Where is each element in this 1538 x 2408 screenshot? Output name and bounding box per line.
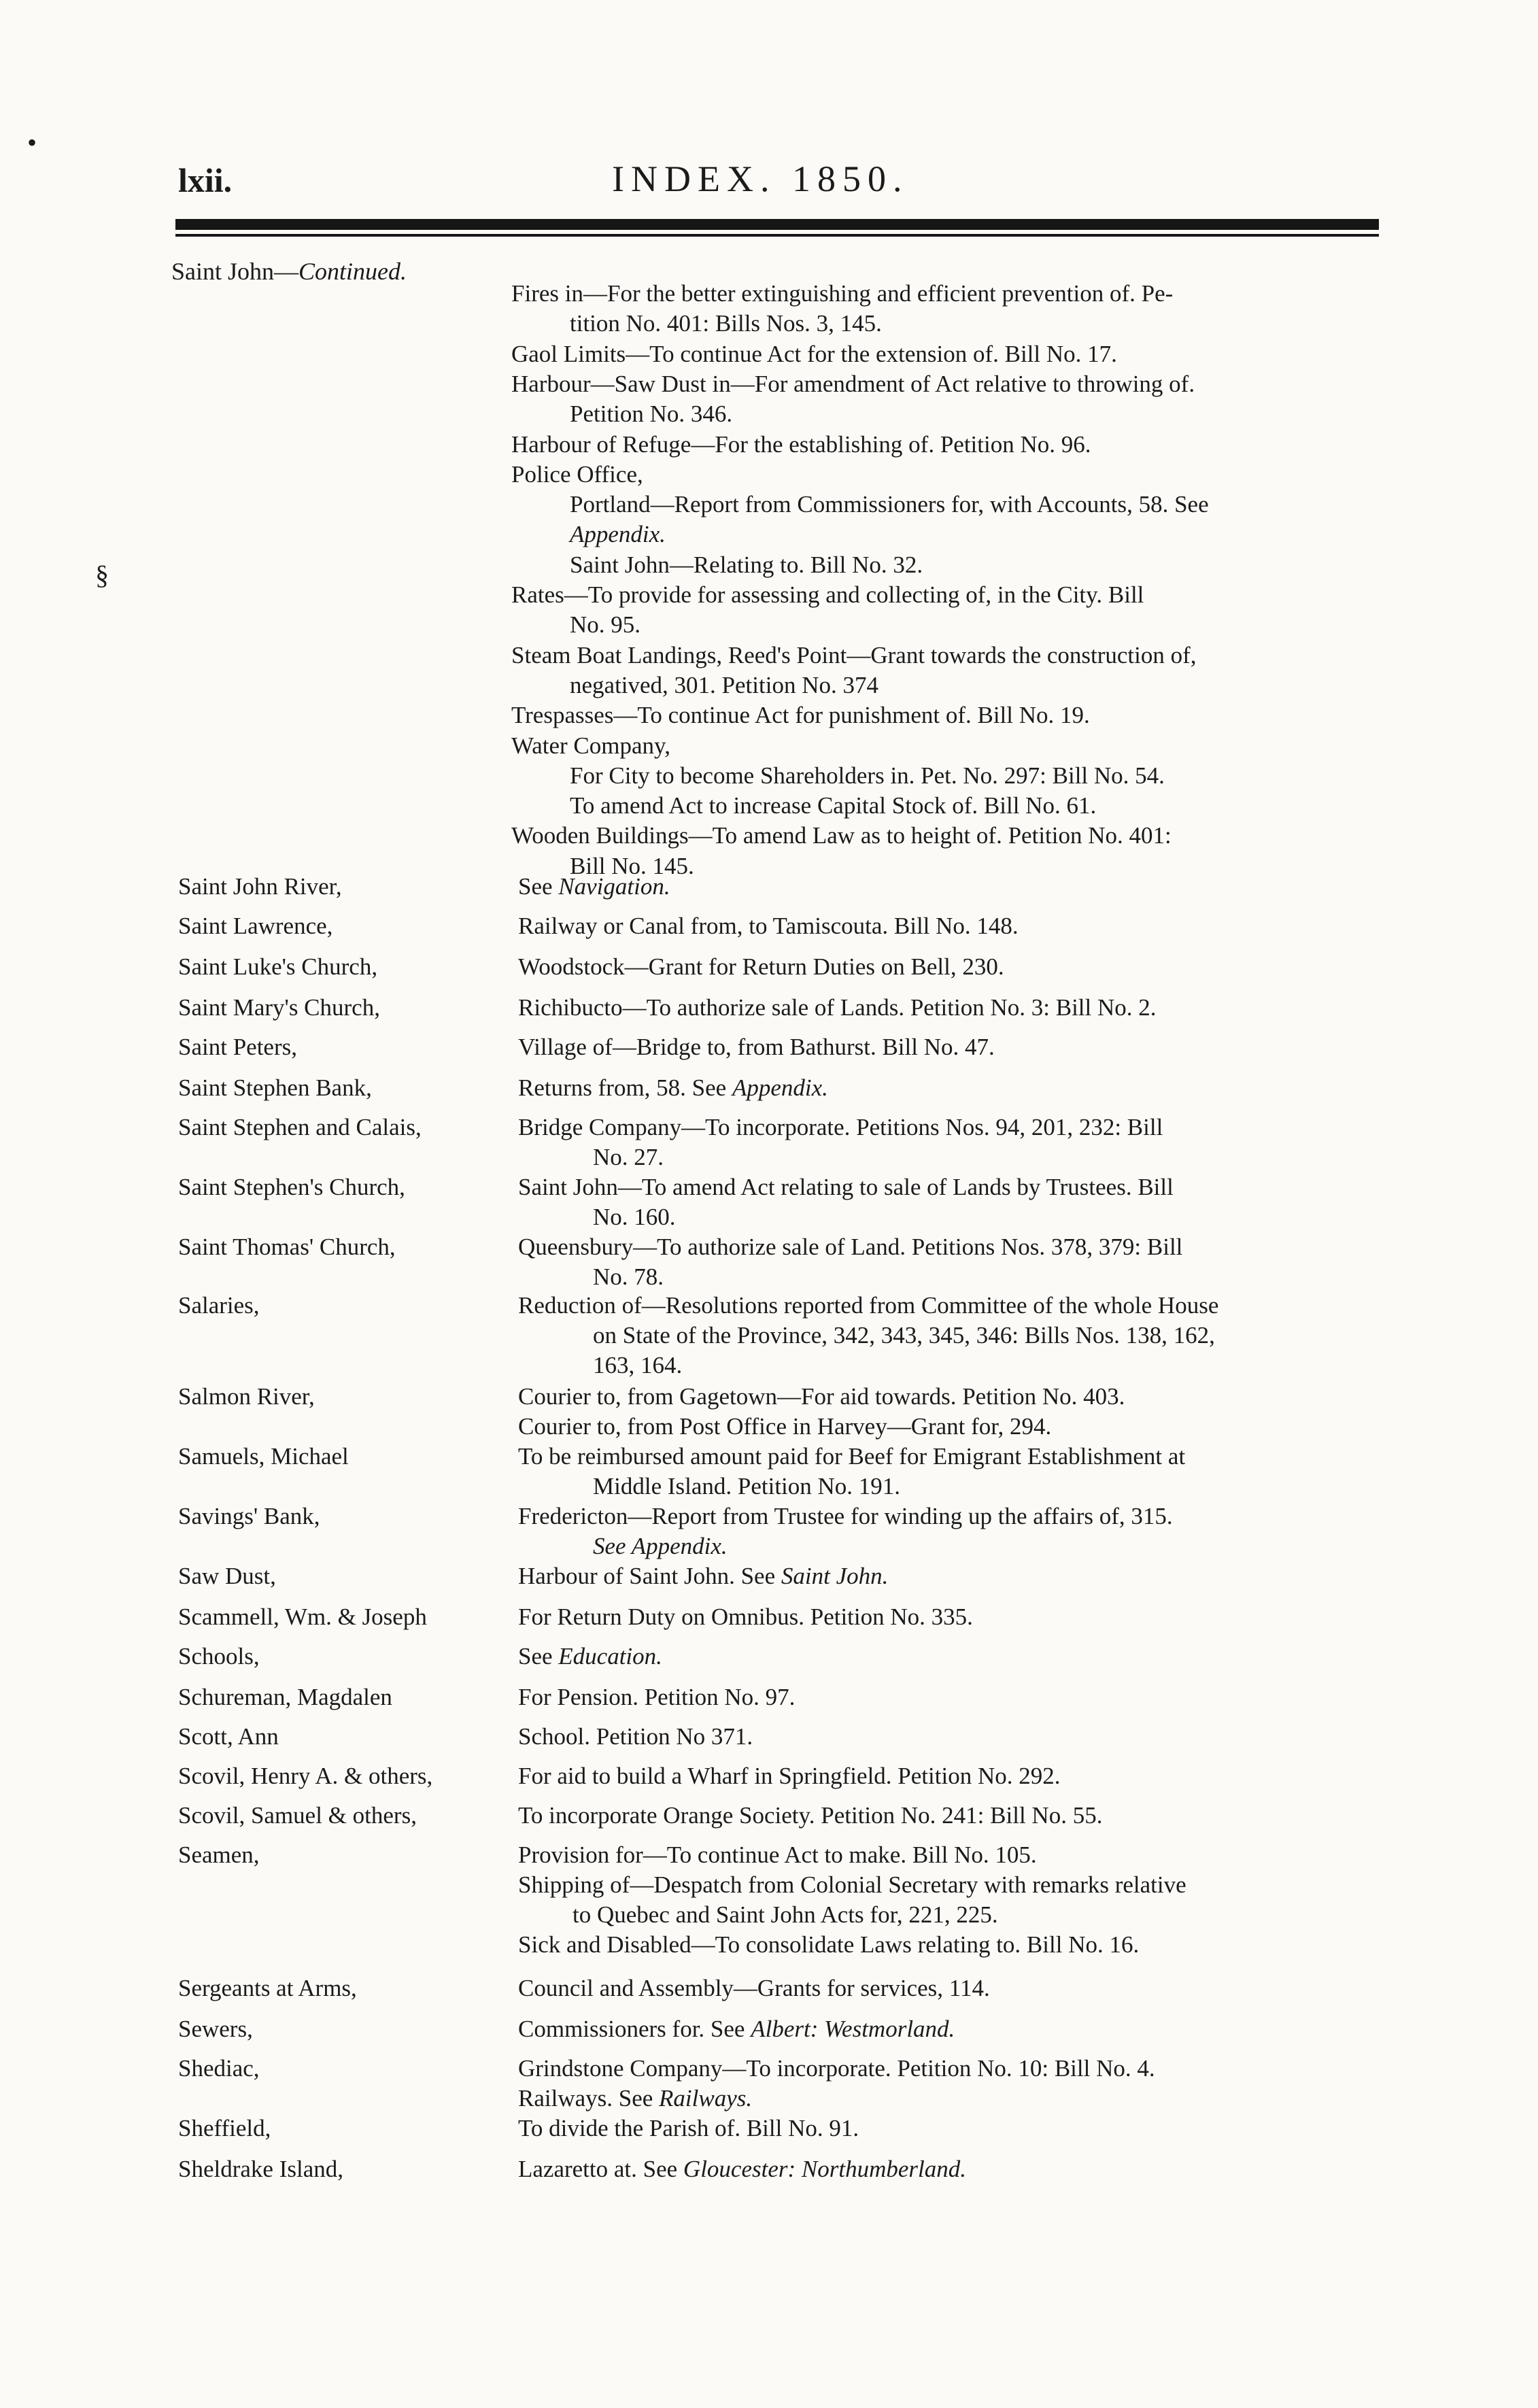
index-entry-line (518, 1682, 1399, 1712)
saint-john-subentry-line: Appendix. (570, 521, 666, 548)
entry-fragment: Railways. See (518, 2085, 660, 2112)
index-entry-key: Saint Stephen Bank, (178, 1074, 372, 1101)
index-entry-text (518, 1973, 1399, 2003)
index-entry-key: Samuels, Michael (178, 1443, 349, 1470)
entry-fragment: To be reimbursed amount paid for Beef for Emigrant Establishment at (518, 1443, 1186, 1470)
entry-fragment: See (518, 873, 559, 900)
entry-fragment: No. 78. (593, 1264, 664, 1290)
index-entry-key: Scammell, Wm. & Joseph (178, 1604, 427, 1630)
saint-john-subentry-line: Police Office, (511, 460, 643, 488)
index-entry-line (518, 2084, 1399, 2114)
entry-fragment: Middle Island. Petition No. 191. (593, 1473, 901, 1499)
saint-john-subentry-line: Fires in—For the better extinguishing and efficient prevention of. Pe- (511, 280, 1174, 307)
margin-mark: § (95, 560, 109, 590)
cross-reference: Education. (558, 1643, 662, 1669)
index-entry-key: Salaries, (178, 1292, 260, 1319)
index-entry-line (518, 911, 1399, 941)
index-entry-line (518, 1382, 1399, 1412)
index-entry-line (518, 1722, 1399, 1752)
saint-john-subentry-line: Trespasses—To continue Act for punishment of. Bill No. 19. (511, 702, 1090, 729)
index-entry-key: Saint Lawrence, (178, 913, 333, 939)
index-entry-line (518, 993, 1399, 1023)
index-entry-key: Sewers, (178, 2016, 253, 2042)
index-entry-key: Saint Stephen and Calais, (178, 1114, 422, 1140)
index-entry-line (518, 1642, 1399, 1672)
index-entry-line (518, 1502, 1399, 1531)
cross-reference: Railways. (659, 2085, 753, 2112)
index-entry-key: Schureman, Magdalen (178, 1684, 392, 1710)
index-entry-text (518, 1032, 1399, 1062)
index-entry-key: Savings' Bank, (178, 1503, 320, 1529)
index-entry-text (518, 1761, 1399, 1791)
entry-fragment: No. 27. (593, 1144, 664, 1170)
index-entry-line (518, 1321, 1399, 1351)
saint-john-subentry-line: Portland—Report from Commissioners for, with Accounts, 58. See (570, 491, 1209, 518)
entry-fragment: Grindstone Company—To incorporate. Petition No. 10: Bill No. 4. (518, 2055, 1155, 2082)
index-entry-text (518, 2114, 1399, 2143)
index-entry-line (518, 2054, 1399, 2084)
cross-reference: See Appendix. (593, 1533, 728, 1559)
index-entry-text (518, 1172, 1399, 1232)
index-entry-line (518, 1032, 1399, 1062)
index-entry-text (518, 952, 1399, 982)
index-entry-key: Saint John River, (178, 873, 342, 900)
index-entry-line (518, 1351, 1399, 1380)
index-entry-key: Schools, (178, 1643, 260, 1669)
entry-fragment: Reduction of—Resolutions reported from Committee of the whole House (518, 1292, 1219, 1319)
entry-fragment: Council and Assembly—Grants for services, 114. (518, 1975, 990, 2001)
entry-fragment: Courier to, from Gagetown—For aid towards. Petition No. 403. (518, 1383, 1125, 1410)
page-number: lxii. (178, 161, 233, 199)
entry-fragment: Commissioners for. See (518, 2016, 751, 2042)
entry-fragment: Village of—Bridge to, from Bathurst. Bill No. 47. (518, 1034, 995, 1060)
index-entry-key: Saw Dust, (178, 1563, 276, 1589)
index-entry-line (518, 2014, 1399, 2044)
index-entry-key: Scovil, Samuel & others, (178, 1802, 417, 1829)
index-entry-line (518, 1761, 1399, 1791)
entry-fragment: To divide the Parish of. Bill No. 91. (518, 2115, 859, 2141)
index-entry-key: Sergeants at Arms, (178, 1975, 357, 2001)
saint-john-subentry-line: For City to become Shareholders in. Pet. No. 297: Bill No. 54. (570, 762, 1165, 789)
cross-reference: Gloucester: Northumberland. (683, 2156, 966, 2182)
index-entry-key: Sheffield, (178, 2115, 271, 2141)
continued-heading-italic: Continued. (298, 258, 407, 285)
saint-john-subentry-line: Harbour—Saw Dust in—For amendment of Act relative to throwing of. (511, 370, 1195, 397)
saint-john-subentry-line: Bill No. 145. (570, 852, 694, 879)
index-entry-line (518, 1870, 1399, 1900)
index-entry-text (518, 1561, 1399, 1591)
header-rule-thin (175, 234, 1379, 237)
index-entry-line (518, 1442, 1399, 1472)
entry-fragment: Woodstock—Grant for Return Duties on Bell, 230. (518, 953, 1004, 980)
saint-john-subentry-line: tition No. 401: Bills Nos. 3, 145. (570, 310, 882, 337)
cross-reference: Appendix. (732, 1074, 828, 1101)
entry-fragment: on State of the Province, 342, 343, 345, 346: Bills Nos. 138, 162, (593, 1322, 1215, 1349)
index-entry-text (518, 2154, 1399, 2184)
index-entry-line (518, 1602, 1399, 1632)
index-entry-line (518, 1840, 1399, 1870)
saint-john-subentry-line: Water Company, (511, 732, 671, 759)
index-entry-line (518, 2114, 1399, 2143)
cross-reference: Navigation. (558, 873, 670, 900)
cross-reference: Albert: Westmorland. (751, 2016, 955, 2042)
entry-fragment: For aid to build a Wharf in Springfield. Petition No. 292. (518, 1763, 1061, 1789)
index-entry-text (518, 2054, 1399, 2114)
index-entry-key: Saint Peters, (178, 1034, 297, 1060)
saint-john-subentry-line: negatived, 301. Petition No. 374 (570, 671, 878, 698)
header-rule-thick (175, 219, 1379, 230)
index-entry-line (518, 1113, 1399, 1142)
entry-fragment: Lazaretto at. See (518, 2156, 683, 2182)
index-entry-line (518, 1291, 1399, 1321)
saint-john-subentry-line: Rates—To provide for assessing and collecting of, in the City. Bill (511, 581, 1144, 608)
index-entry-key: Saint Luke's Church, (178, 953, 378, 980)
index-entry-text (518, 2014, 1399, 2044)
entry-fragment: Queensbury—To authorize sale of Land. Petitions Nos. 378, 379: Bill (518, 1234, 1183, 1260)
index-entry-line (518, 1930, 1399, 1960)
index-entry-line (518, 1202, 1399, 1232)
saint-john-subentry-line: Harbour of Refuge—For the establishing of. Petition No. 96. (511, 430, 1091, 458)
index-entry-line (518, 1900, 1399, 1930)
index-entry-text (518, 1113, 1399, 1172)
index-entry-text (518, 911, 1399, 941)
entry-fragment: School. Petition No 371. (518, 1723, 753, 1750)
saint-john-subentry-line: Saint John—Relating to. Bill No. 32. (570, 551, 923, 578)
saint-john-subentry-line: To amend Act to increase Capital Stock of. Bill No. 61. (570, 792, 1097, 819)
saint-john-subentry-line: Steam Boat Landings, Reed's Point—Grant towards the construction of, (511, 641, 1197, 668)
index-entry-key: Shediac, (178, 2055, 260, 2082)
index-entry-line (518, 1561, 1399, 1591)
stray-dot: • (27, 127, 37, 158)
entry-fragment: Richibucto—To authorize sale of Lands. Petition No. 3: Bill No. 2. (518, 994, 1157, 1021)
index-entry-key: Saint Stephen's Church, (178, 1174, 405, 1200)
index-entry-key: Saint Thomas' Church, (178, 1234, 396, 1260)
entry-fragment: 163, 164. (593, 1352, 683, 1378)
index-entry-line (518, 1142, 1399, 1172)
index-entry-line (518, 2154, 1399, 2184)
entry-fragment: For Return Duty on Omnibus. Petition No. 335. (518, 1604, 973, 1630)
index-entry-text (518, 993, 1399, 1023)
saint-john-subentry-line: Wooden Buildings—To amend Law as to height of. Petition No. 401: (511, 822, 1172, 849)
entry-fragment: No. 160. (593, 1204, 676, 1230)
entry-fragment: Fredericton—Report from Trustee for winding up the affairs of, 315. (518, 1503, 1173, 1529)
index-entry-line (518, 1232, 1399, 1262)
index-entry-line (518, 1172, 1399, 1202)
index-entry-text (518, 1682, 1399, 1712)
entry-fragment: Saint John—To amend Act relating to sale of Lands by Trustees. Bill (518, 1174, 1174, 1200)
index-entry-text (518, 1382, 1399, 1442)
index-entry-key: Sheldrake Island, (178, 2156, 343, 2182)
index-entry-key: Scott, Ann (178, 1723, 279, 1750)
index-entry-key: Salmon River, (178, 1383, 315, 1410)
index-entry-text (518, 872, 1399, 902)
index-entry-text (518, 1502, 1399, 1561)
index-entry-key: Saint Mary's Church, (178, 994, 380, 1021)
entry-fragment: Courier to, from Post Office in Harvey—Grant for, 294. (518, 1413, 1052, 1440)
index-entry-text (518, 1801, 1399, 1831)
index-entry-line (518, 1531, 1399, 1561)
index-entry-text (518, 1840, 1399, 1960)
index-entry-text (518, 1602, 1399, 1632)
continued-heading-label: Saint John— (171, 258, 299, 285)
cross-reference: Saint John. (781, 1563, 889, 1589)
entry-fragment: Harbour of Saint John. See (518, 1563, 781, 1589)
index-entry-text (518, 1442, 1399, 1502)
saint-john-subentry-line: Gaol Limits—To continue Act for the extension of. Bill No. 17. (511, 340, 1117, 367)
index-entry-line (518, 872, 1399, 902)
index-entry-line (518, 1412, 1399, 1442)
entry-fragment: See (518, 1643, 559, 1669)
entry-fragment: Bridge Company—To incorporate. Petitions Nos. 94, 201, 232: Bill (518, 1114, 1163, 1140)
index-entry-line (518, 1073, 1399, 1103)
continued-heading (171, 257, 407, 286)
entry-fragment: Railway or Canal from, to Tamiscouta. Bill No. 148. (518, 913, 1019, 939)
index-entry-line (518, 1262, 1399, 1292)
index-entry-line (518, 1801, 1399, 1831)
entry-fragment: Returns from, 58. See (518, 1074, 732, 1101)
index-entry-text (518, 1642, 1399, 1672)
index-entry-line (518, 1973, 1399, 2003)
index-entry-line (518, 952, 1399, 982)
index-entry-text (518, 1291, 1399, 1380)
entry-fragment: Shipping of—Despatch from Colonial Secretary with remarks relative (518, 1871, 1186, 1898)
index-entry-key: Seamen, (178, 1842, 260, 1868)
saint-john-subentry-line: Petition No. 346. (570, 401, 733, 428)
entry-fragment: For Pension. Petition No. 97. (518, 1684, 796, 1710)
index-entry-text (518, 1232, 1399, 1292)
index-entry-key: Scovil, Henry A. & others, (178, 1763, 433, 1789)
entry-fragment: to Quebec and Saint John Acts for, 221, 225. (573, 1901, 998, 1928)
index-entry-text (518, 1073, 1399, 1103)
entry-fragment: Provision for—To continue Act to make. Bill No. 105. (518, 1842, 1037, 1868)
page-title: INDEX. 1850. (612, 158, 909, 199)
entry-fragment: Sick and Disabled—To consolidate Laws relating to. Bill No. 16. (518, 1931, 1140, 1958)
entry-fragment: To incorporate Orange Society. Petition No. 241: Bill No. 55. (518, 1802, 1103, 1829)
saint-john-subentry-line: No. 95. (570, 611, 641, 639)
index-entry-line (518, 1472, 1399, 1502)
index-entry-text (518, 1722, 1399, 1752)
